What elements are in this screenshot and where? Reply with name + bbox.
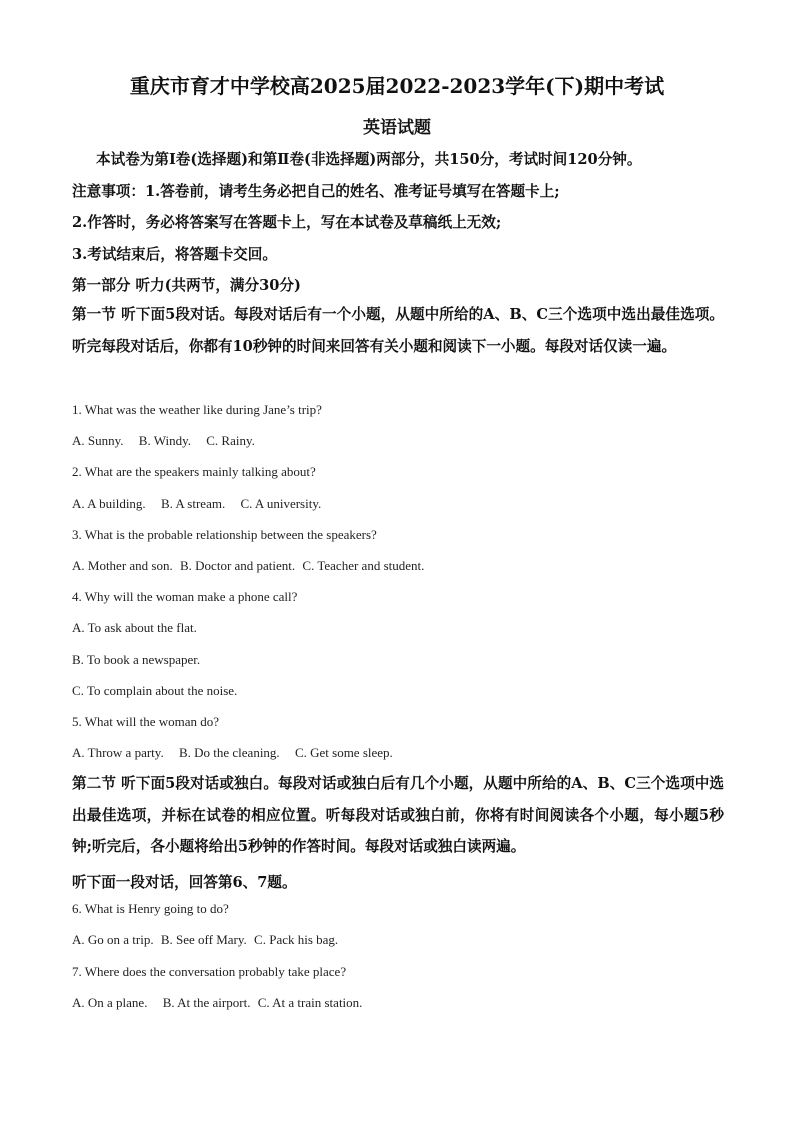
note-line-3: 3.考试结束后，将答题卡交回。: [72, 246, 277, 263]
option-3b: B. Doctor and patient.: [180, 558, 296, 573]
options-3: [72, 558, 424, 574]
option-4b: B. To book a newspaper.: [72, 652, 201, 667]
option-2c: C. A university.: [240, 496, 322, 511]
question-2: 2. What are the speakers mainly talking about?: [72, 464, 316, 479]
section1-instructions: 第一节 听下面5段对话。每段对话后有一个小题，从题中所给的A、B、C三个选项中选出最佳选项。听完每段对话后，你都有10秒钟的时间来回答有关小题和阅读下一小题。每段对话仅读一遍。: [72, 306, 724, 355]
question-1: 1. What was the weather like during Jane’s trip?: [72, 402, 322, 417]
options-5: [72, 745, 393, 761]
option-5b: B. Do the cleaning.: [178, 745, 280, 760]
option-7a: A. On a plane.: [72, 995, 148, 1010]
option-5a: A. Throw a party.: [72, 745, 164, 760]
option-1a: A. Sunny.: [72, 433, 124, 448]
option-4c: C. To complain about the noise.: [72, 683, 238, 698]
option-4a: A. To ask about the flat.: [72, 620, 197, 635]
question-7: 7. Where does the conversation probably take place?: [72, 964, 347, 979]
option-3c: C. Teacher and student.: [302, 558, 425, 573]
option-6c: C. Pack his bag.: [254, 932, 339, 947]
option-1c: C. Rainy.: [206, 433, 255, 448]
option-2b: B. A stream.: [160, 496, 226, 511]
option-6a: A. Go on a trip.: [72, 932, 154, 947]
options-6: [72, 932, 338, 948]
note-line-2: 2.作答时，务必将答案写在答题卡上，写在本试卷及草稿纸上无效;: [72, 214, 502, 231]
option-1b: B. Windy.: [138, 433, 191, 448]
exam-title: 重庆市育才中学校高2025届2022-2023学年(下)期中考试: [129, 74, 665, 98]
option-7b: B. At the airport.: [162, 995, 251, 1010]
question-3: 3. What is the probable relationship between the speakers?: [72, 527, 377, 542]
exam-intro: 本试卷为第Ⅰ卷(选择题)和第Ⅱ卷(非选择题)两部分，共150分，考试时间120分钟。: [96, 151, 642, 168]
options-2: [72, 496, 321, 512]
option-7c: C. At a train station.: [257, 995, 363, 1010]
part1-heading: 第一部分 听力(共两节，满分30分): [72, 277, 301, 294]
question-5: 5. What will the woman do?: [72, 714, 220, 729]
note-line-1: 注意事项：1.答卷前，请考生务必把自己的姓名、准考证号填写在答题卡上;: [72, 183, 560, 200]
options-1: [72, 433, 255, 449]
options-7: [72, 995, 362, 1011]
option-5c: C. Get some sleep.: [294, 745, 393, 760]
exam-subtitle: 英语试题: [363, 118, 431, 138]
question-4: 4. Why will the woman make a phone call?: [72, 589, 298, 604]
question-6: 6. What is Henry going to do?: [72, 901, 229, 916]
dialogue-intro: 听下面一段对话，回答第6、7题。: [72, 874, 297, 891]
option-2a: A. A building.: [72, 496, 146, 511]
option-6b: B. See off Mary.: [160, 932, 247, 947]
option-3a: A. Mother and son.: [72, 558, 173, 573]
section2-instructions: 第二节 听下面5段对话或独白。每段对话或独白后有几个小题，从题中所给的A、B、C三个选项中选出最佳选项，并标在试卷的相应位置。听每段对话或独白前，你将有时间阅读各个小题，每小题5秒钟;听完后，各小题将给出5秒钟的作答时间。每段对话或独白读两遍。: [72, 775, 724, 855]
